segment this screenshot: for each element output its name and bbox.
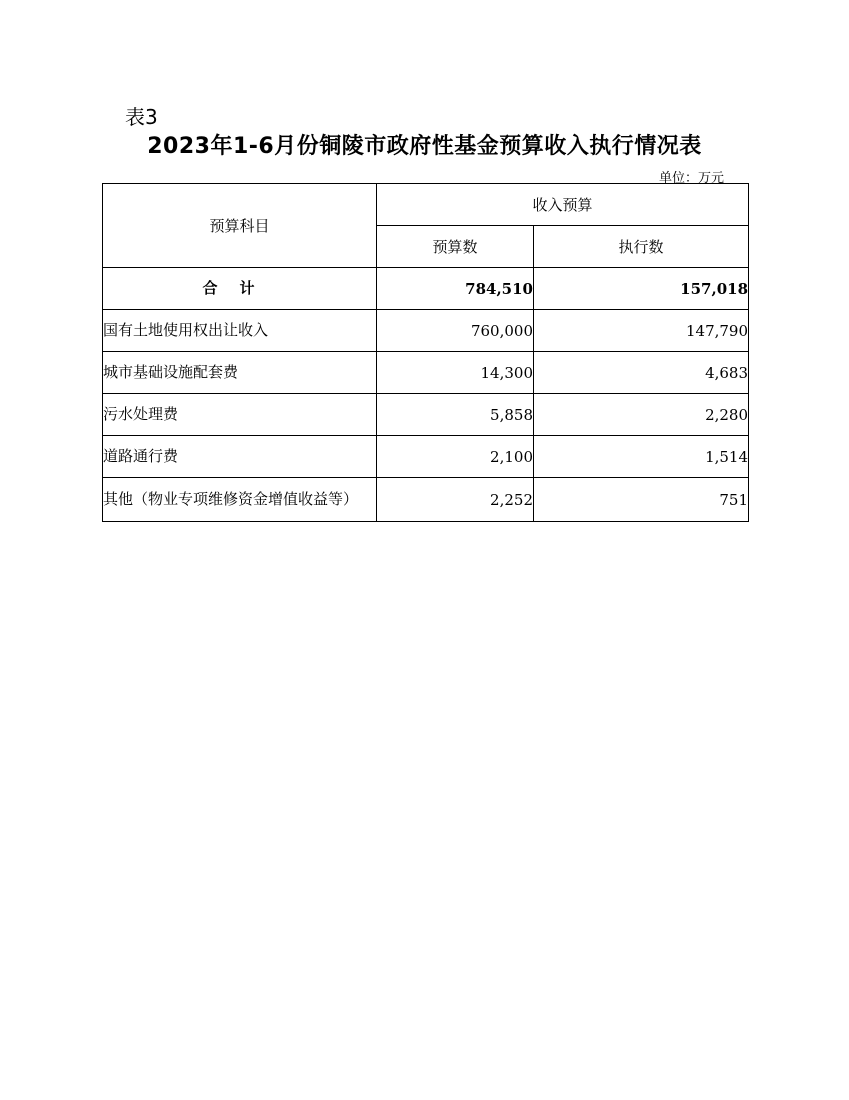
- table-row: [103, 478, 749, 522]
- total-executed: 157,018: [534, 268, 749, 310]
- table-row: [103, 310, 749, 352]
- row-budget: 5,858: [377, 394, 534, 436]
- row-name: 其他（物业专项维修资金增值收益等）: [103, 478, 377, 522]
- row-executed: 2,280: [534, 394, 749, 436]
- row-budget: 2,252: [377, 478, 534, 522]
- row-budget: 760,000: [377, 310, 534, 352]
- table-row: [103, 436, 749, 478]
- header-row: [103, 184, 749, 226]
- document-title: 2023年1-6月份铜陵市政府性基金预算收入执行情况表: [147, 134, 702, 159]
- budget-table: [102, 183, 749, 522]
- total-row: [103, 268, 749, 310]
- row-executed: 4,683: [534, 352, 749, 394]
- row-budget: 14,300: [377, 352, 534, 394]
- table-number: 表3: [125, 105, 158, 129]
- subject-header: 预算科目: [103, 184, 377, 268]
- row-name: 国有土地使用权出让收入: [103, 310, 377, 352]
- row-name: 污水处理费: [103, 394, 377, 436]
- row-name: 道路通行费: [103, 436, 377, 478]
- executed-amount-header: 执行数: [534, 226, 749, 268]
- row-executed: 147,790: [534, 310, 749, 352]
- row-budget: 2,100: [377, 436, 534, 478]
- total-label: 合计: [103, 268, 377, 310]
- table-row: [103, 394, 749, 436]
- table-row: [103, 352, 749, 394]
- income-budget-header: 收入预算: [377, 184, 749, 226]
- row-executed: 1,514: [534, 436, 749, 478]
- total-budget: 784,510: [377, 268, 534, 310]
- row-name: 城市基础设施配套费: [103, 352, 377, 394]
- row-executed: 751: [534, 478, 749, 522]
- unit-label: 单位：万元: [658, 171, 724, 186]
- budget-amount-header: 预算数: [377, 226, 534, 268]
